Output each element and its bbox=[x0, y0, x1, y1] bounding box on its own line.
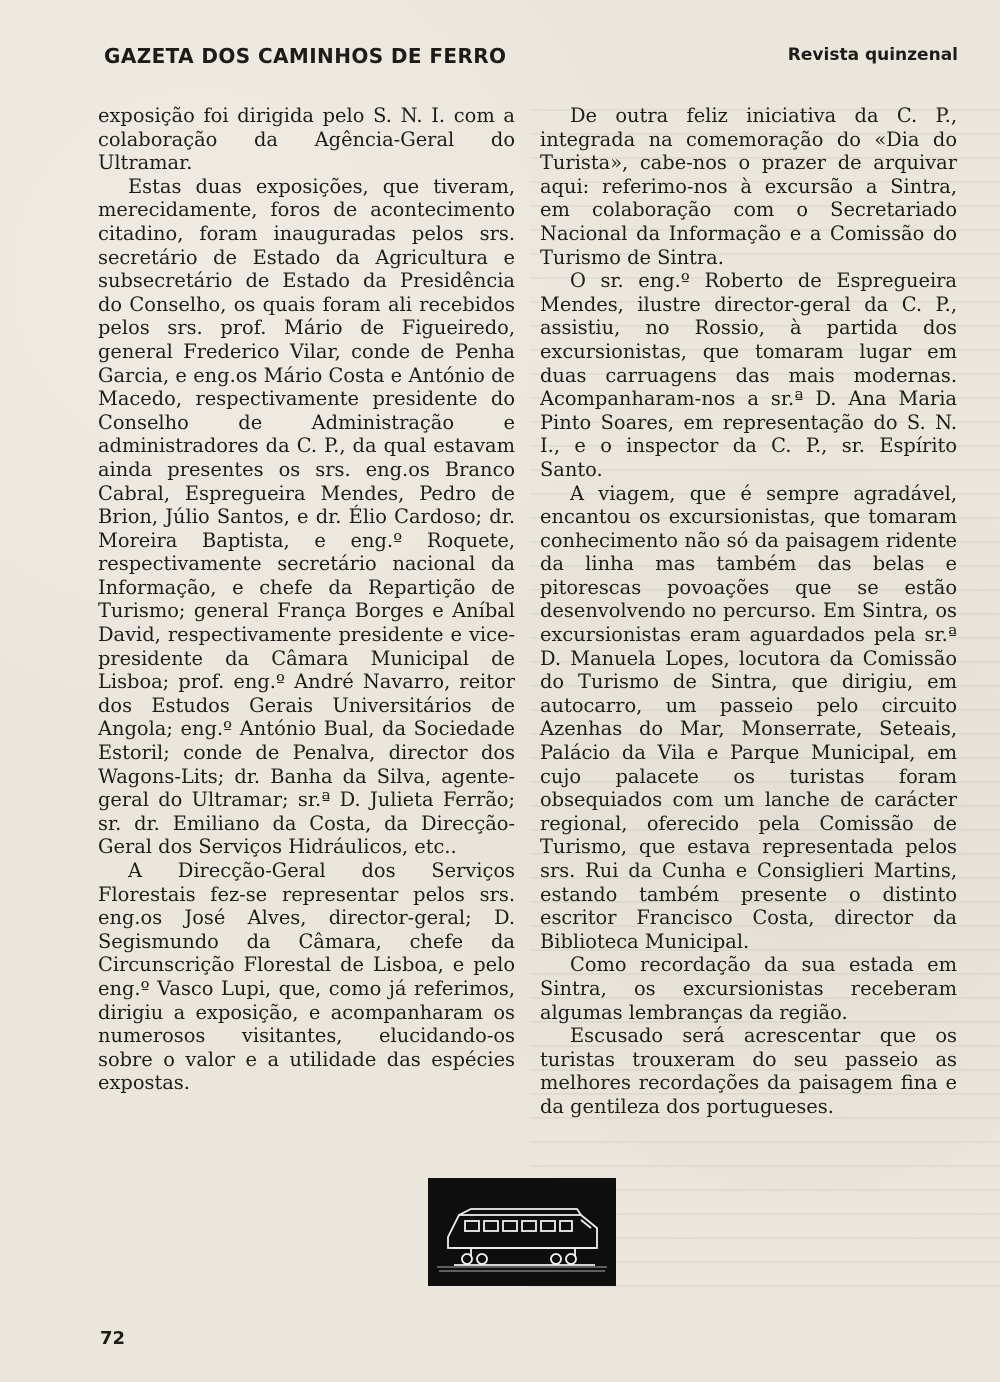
publication-title: GAZETA DOS CAMINHOS DE FERRO bbox=[104, 44, 507, 68]
left-paragraph-3: A Direcção-Geral dos Serviços Florestais fez-se representar pelos srs. eng.os José Alves, director-geral; D. Segismundo da Câmara, chefe da Circunscrição Florestal de Lisboa, e pelo eng.º Vasco Lupi, que, como já referimos, dirigiu a exposição, e acompanharam os numerosos visitantes, elucidando-os sobre o valor e a utilidade das espécies expostas. bbox=[98, 859, 515, 1095]
right-paragraph-1: De outra feliz iniciativa da C. P., integrada na comemoração do «Dia do Turista», cabe-nos o prazer de arquivar aqui: referimo-nos à excursão a Sintra, em colaboração com o Secretariado Nacional da Informação e a Comissão do Turismo de Sintra. bbox=[540, 104, 957, 269]
train-icon bbox=[429, 1179, 615, 1285]
left-paragraph-1: exposição foi dirigida pelo S. N. I. com a colaboração da Agência-Geral do Ultramar. bbox=[98, 104, 515, 175]
train-illustration bbox=[428, 1178, 616, 1286]
left-text-column bbox=[98, 104, 515, 1095]
right-paragraph-5: Escusado será acrescentar que os turistas trouxeram do seu passeio as melhores recordações da paisagem fina e da gentileza dos portugueses. bbox=[540, 1024, 957, 1118]
right-text-column bbox=[540, 104, 957, 1119]
right-paragraph-3: A viagem, que é sempre agradável, encantou os excursionistas, que tomaram conhecimento não só da paisagem ridente da linha mas também das belas e pitorescas povoações que se estão desenvolvendo no percurso. Em Sintra, os excursionistas eram aguardados pela sr.ª D. Manuela Lopes, locutora da Comissão do Turismo de Sintra, que dirigiu, em autocarro, um passeio pelo circuito Azenhas do Mar, Monserrate, Seteais, Palácio da Vila e Parque Municipal, em cujo palacete os turistas foram obsequiados com um lanche de carácter regional, oferecido pela Comissão de Turismo, que estava representada pelos srs. Rui da Cunha e Consiglieri Martins, estando também presente o distinto escritor Francisco Costa, director da Biblioteca Municipal. bbox=[540, 481, 957, 953]
right-paragraph-4: Como recordação da sua estada em Sintra, os excursionistas receberam algumas lembranças da região. bbox=[540, 953, 957, 1024]
page-number: 72 bbox=[100, 1328, 126, 1349]
publication-subtitle: Revista quinzenal bbox=[787, 45, 958, 65]
right-paragraph-2: O sr. eng.º Roberto de Espregueira Mendes, ilustre director-geral da C. P., assistiu, no Rossio, à partida dos excursionistas, que tomaram lugar em duas carruagens das mais modernas. Acompanharam-nos a sr.ª D. Ana Maria Pinto Soares, em representação do S. N. I., e o inspector da C. P., sr. Espírito Santo. bbox=[540, 269, 957, 481]
left-paragraph-2: Estas duas exposições, que tiveram, merecidamente, foros de acontecimento citadino, foram inauguradas pelos srs. secretário de Estado da Agricultura e subsecretário de Estado da Presidência do Conselho, os quais foram ali recebidos pelos srs. prof. Mário de Figueiredo, general Frederico Vilar, conde de Penha Garcia, e eng.os Mário Costa e António de Macedo, respectivamente presidente do Conselho de Administração e administradores da C. P., da qual estavam ainda presentes os srs. eng.os Branco Cabral, Espregueira Mendes, Pedro de Brion, Júlio Santos, e dr. Élio Cardoso; dr. Moreira Baptista, e eng.º Roquete, respectivamente secretário nacional da Informação, e chefe da Repartição de Turismo; general França Borges e Aníbal David, respectivamente presidente e vice-presidente da Câmara Municipal de Lisboa; prof. eng.º André Navarro, reitor dos Estudos Gerais Universitários de Angola; eng.º António Bual, da Sociedade Estoril; conde de Penalva, director dos Wagons-Lits; dr. Banha da Silva, agente-geral do Ultramar; sr.ª D. Julieta Ferrão; sr. dr. Emiliano da Costa, da Direcção-Geral dos Serviços Hidráulicos, etc.. bbox=[98, 174, 515, 859]
